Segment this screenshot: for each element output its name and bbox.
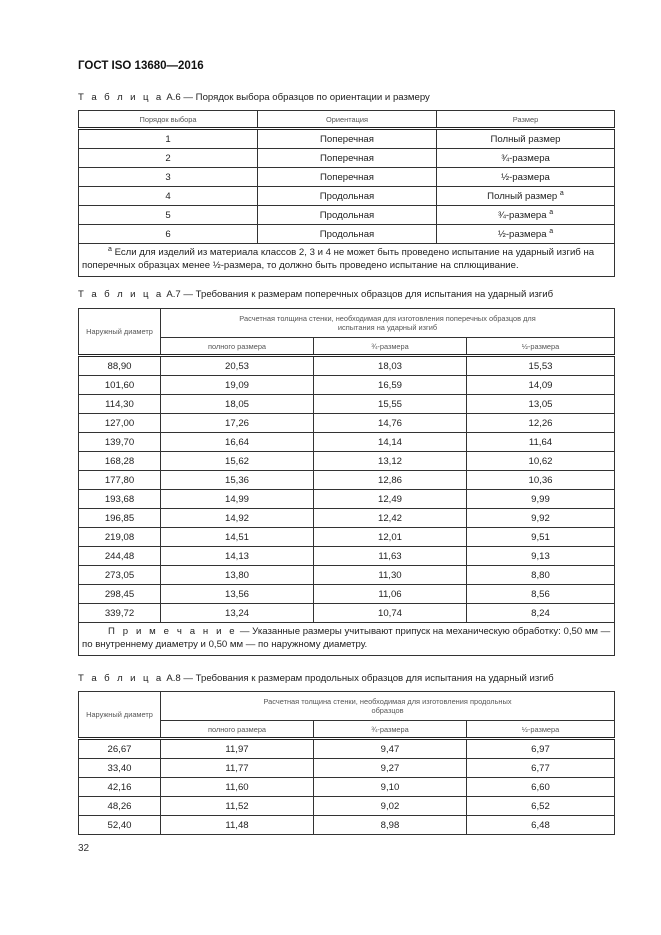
table-cell [314,778,467,797]
table-cell [314,414,467,433]
cell-value: 13,12 [377,455,402,467]
table-cell [258,187,437,206]
cell-value: 114,30 [105,398,134,410]
cell-value: 16,59 [377,379,402,391]
table-row [79,376,615,395]
table-cell [79,797,161,816]
table-cell [437,168,615,187]
table-cell [314,395,467,414]
table-cell [161,604,314,623]
cell-value: 8,98 [380,819,400,831]
table-cell [79,225,258,244]
table-cell [314,509,467,528]
column-header-diameter: Наружный диаметр [79,692,161,739]
cell-value: Продольная [319,209,375,221]
table-cell [314,490,467,509]
table-row [79,528,615,547]
cell-value: 273,05 [104,569,135,581]
table-cell [161,547,314,566]
cell-value: 11,06 [378,588,402,600]
table-cell [437,149,615,168]
table-a7-caption [78,289,553,300]
cell-value: 177,80 [104,474,135,486]
table-cell [161,452,314,471]
cell-value: 12,49 [377,493,402,505]
table-row [79,566,615,585]
cell-value: 12,42 [377,512,402,524]
footnote-mark: a [559,189,564,197]
cell-value: 17,26 [224,417,249,429]
note-text: — Указанные размеры учитывают припуск на механическую обработку: 0,50 мм — по внутреннему диаметру и 0,50 мм — по наружному диаметру. [82,626,611,650]
table-cell [79,471,161,490]
page-number: 32 [78,843,90,854]
table-a8 [78,691,615,835]
cell-value: 18,05 [224,398,249,410]
cell-value: 15,53 [528,360,553,372]
table-cell [314,356,467,376]
document-title: ГОСТ ISO 13680—2016 [78,60,204,72]
table-cell [161,528,314,547]
table-cell [161,816,314,835]
table-a6 [78,110,615,277]
table-cell [79,547,161,566]
cell-value: 14,09 [528,379,553,391]
caption-prefix: Т а б л и ц а [78,289,164,300]
table-cell [79,585,161,604]
table-cell [79,356,161,376]
cell-value: 1 [165,133,171,145]
table-cell [467,797,615,816]
cell-value: 9,51 [531,531,550,543]
table-row [79,452,615,471]
column-group-header: Расчетная толщина стенки, необходимая для изготовления поперечных образцов для испытания на ударный изгиб [161,309,615,338]
table-row [79,149,615,168]
table-cell [467,778,615,797]
cell-value: 10,74 [377,607,402,619]
table-cell [314,452,467,471]
cell-value: 15,36 [224,474,249,486]
cell-value: 11,64 [528,436,553,448]
cell-value: 20,53 [224,360,249,372]
column-header: полного размера [161,721,314,739]
cell-value: 9,02 [380,800,400,812]
table-cell [314,759,467,778]
cell-value: 139,70 [104,436,135,448]
cell-value: 14,92 [224,512,249,524]
cell-value: 52,40 [107,819,132,831]
cell-value: 10,62 [528,455,553,467]
table-cell [79,566,161,585]
cell-value: 6,48 [531,819,550,831]
table-row [79,585,615,604]
note-label: П р и м е ч а н и е [108,626,238,637]
table-cell [79,376,161,395]
table-cell [79,187,258,206]
cell-value: 2 [165,152,171,164]
table-row [79,509,615,528]
cell-value: 11,52 [225,800,249,812]
cell-value: 6,60 [531,781,550,793]
table-cell [467,759,615,778]
cell-value: ¾-размера [497,209,547,221]
cell-value: 101,60 [104,379,135,391]
table-cell [437,206,615,225]
table-cell [258,149,437,168]
cell-value: 13,24 [224,607,249,619]
table-note [79,623,615,656]
table-cell [161,759,314,778]
footnote-mark: a [108,245,112,253]
table-cell [467,566,615,585]
cell-value: 88,90 [107,360,132,372]
cell-value: 12,86 [377,474,402,486]
column-header: Ориентация [258,111,437,129]
table-cell [314,604,467,623]
caption-prefix: Т а б л и ц а [78,92,164,103]
cell-value: ½-размера [497,228,547,240]
table-cell [79,816,161,835]
table-cell [161,414,314,433]
table-cell [161,797,314,816]
column-group-header: Расчетная толщина стенки, необходимая для изготовления продольных образцов [161,692,615,721]
table-cell [314,816,467,835]
cell-value: 339,72 [104,607,135,619]
table-cell [79,168,258,187]
cell-value: 127,00 [104,417,135,429]
column-header: ½-размера [467,338,615,356]
footnote-mark: a [549,208,554,216]
table-cell [467,395,615,414]
table-a6-caption [78,92,430,103]
cell-value: 11,30 [378,569,402,581]
cell-value: 6 [165,228,171,240]
table-cell [314,471,467,490]
cell-value: 168,28 [104,455,135,467]
cell-value: 9,92 [531,512,550,524]
table-row [79,739,615,759]
cell-value: Поперечная [320,171,374,183]
table-cell [79,414,161,433]
cell-value: 16,64 [224,436,249,448]
table-cell [314,566,467,585]
table-cell [79,528,161,547]
table-cell [161,395,314,414]
cell-value: 11,63 [378,550,402,562]
table-row [79,490,615,509]
table-cell [467,585,615,604]
table-cell [79,604,161,623]
table-cell [467,376,615,395]
cell-value: 19,09 [224,379,249,391]
table-cell [467,452,615,471]
table-row [79,471,615,490]
cell-value: Полный размер [490,133,561,145]
column-header: полного размера [161,338,314,356]
caption-text: А.6 — Порядок выбора образцов по ориентации и размеру [166,92,430,103]
cell-value: Поперечная [320,152,374,164]
table-row [79,604,615,623]
table-cell [258,206,437,225]
table-cell [79,129,258,149]
table-cell [437,129,615,149]
column-header: ¾-размера [314,338,467,356]
table-cell [161,490,314,509]
table-cell [161,471,314,490]
table-row [79,168,615,187]
table-cell [314,585,467,604]
table-cell [79,490,161,509]
table-cell [79,759,161,778]
cell-value: 11,97 [225,743,249,755]
cell-value: Продольная [319,190,375,202]
table-cell [79,778,161,797]
cell-value: 14,14 [377,436,402,448]
cell-value: 6,97 [531,743,550,755]
cell-value: 244,48 [104,550,135,562]
cell-value: 13,56 [224,588,249,600]
cell-value: 4 [165,190,171,202]
table-row [79,225,615,244]
cell-value: 42,16 [107,781,132,793]
caption-text: А.7 — Требования к размерам поперечных образцов для испытания на ударный изгиб [166,289,554,300]
table-cell [467,816,615,835]
table-cell [437,187,615,206]
cell-value: 6,77 [531,762,550,774]
cell-value: 13,05 [528,398,553,410]
table-cell [314,433,467,452]
cell-value: 12,01 [377,531,402,543]
table-cell [79,739,161,759]
table-cell [314,376,467,395]
table-cell [79,452,161,471]
cell-value: 8,56 [531,588,550,600]
cell-value: 13,80 [224,569,249,581]
cell-value: 14,13 [224,550,249,562]
cell-value: Полный размер [487,190,558,202]
cell-value: 9,27 [380,762,400,774]
column-header: ¾-размера [314,721,467,739]
table-cell [79,433,161,452]
table-cell [79,509,161,528]
table-row [79,206,615,225]
cell-value: 219,08 [104,531,135,543]
caption-text: А.8 — Требования к размерам продольных образцов для испытания на ударный изгиб [166,673,554,684]
table-row [79,816,615,835]
table-cell [467,490,615,509]
cell-value: 14,51 [224,531,249,543]
footnote-text: Если для изделий из материала классов 2, 3 и 4 не может быть проведено испытание на ударный изгиб на поперечных образцах менее ½-размера, то должно быть проведено испытание на сплющивание. [82,247,595,271]
table-row [79,547,615,566]
table-cell [161,566,314,585]
table-a8-caption [78,673,554,684]
cell-value: 11,77 [225,762,249,774]
cell-value: 14,99 [224,493,249,505]
cell-value: 9,99 [531,493,550,505]
table-cell [467,471,615,490]
table-cell [467,414,615,433]
table-cell [258,168,437,187]
table-cell [258,129,437,149]
table-row [79,797,615,816]
table-row [79,356,615,376]
cell-value: 9,47 [380,743,400,755]
table-cell [79,206,258,225]
table-footnote [79,244,615,277]
cell-value: 12,26 [528,417,553,429]
cell-value: 5 [165,209,171,221]
table-row [79,778,615,797]
cell-value: 33,40 [107,762,132,774]
cell-value: 298,45 [104,588,135,600]
column-header: Размер [437,111,615,129]
cell-value: 9,10 [380,781,400,793]
table-cell [314,547,467,566]
cell-value: 11,60 [225,781,249,793]
table-cell [79,395,161,414]
cell-value: 196,85 [104,512,135,524]
table-cell [467,509,615,528]
table-cell [467,547,615,566]
column-header: Порядок выбора [79,111,258,129]
table-cell [467,739,615,759]
cell-value: 8,24 [531,607,550,619]
table-cell [79,149,258,168]
table-cell [467,604,615,623]
table-cell [161,739,314,759]
cell-value: ½-размера [501,171,550,183]
table-cell [314,739,467,759]
table-cell [161,585,314,604]
caption-prefix: Т а б л и ц а [78,673,164,684]
cell-value: 10,36 [528,474,553,486]
table-cell [467,356,615,376]
table-cell [161,356,314,376]
cell-value: ¾-размера [501,152,550,164]
table-cell [467,528,615,547]
table-cell [314,528,467,547]
cell-value: 3 [165,171,171,183]
cell-value: 15,62 [224,455,249,467]
table-row [79,414,615,433]
table-cell [161,778,314,797]
table-cell [258,225,437,244]
table-cell [437,225,615,244]
table-row [79,129,615,149]
table-cell [161,509,314,528]
table-row [79,433,615,452]
cell-value: 14,76 [377,417,402,429]
cell-value: 193,68 [104,493,135,505]
cell-value: 9,13 [531,550,550,562]
table-row [79,187,615,206]
cell-value: 48,26 [107,800,132,812]
table-row [79,759,615,778]
cell-value: Продольная [319,228,375,240]
cell-value: 26,67 [107,743,132,755]
cell-value: Поперечная [320,133,374,145]
footnote-mark: a [549,227,554,235]
table-a7 [78,308,615,656]
column-header: ½-размера [467,721,615,739]
table-cell [467,433,615,452]
cell-value: 6,52 [531,800,550,812]
table-row [79,395,615,414]
table-cell [161,433,314,452]
cell-value: 15,55 [377,398,402,410]
cell-value: 11,48 [225,819,249,831]
column-header-diameter: Наружный диаметр [79,309,161,356]
table-cell [314,797,467,816]
cell-value: 8,80 [531,569,550,581]
table-cell [161,376,314,395]
cell-value: 18,03 [377,360,402,372]
